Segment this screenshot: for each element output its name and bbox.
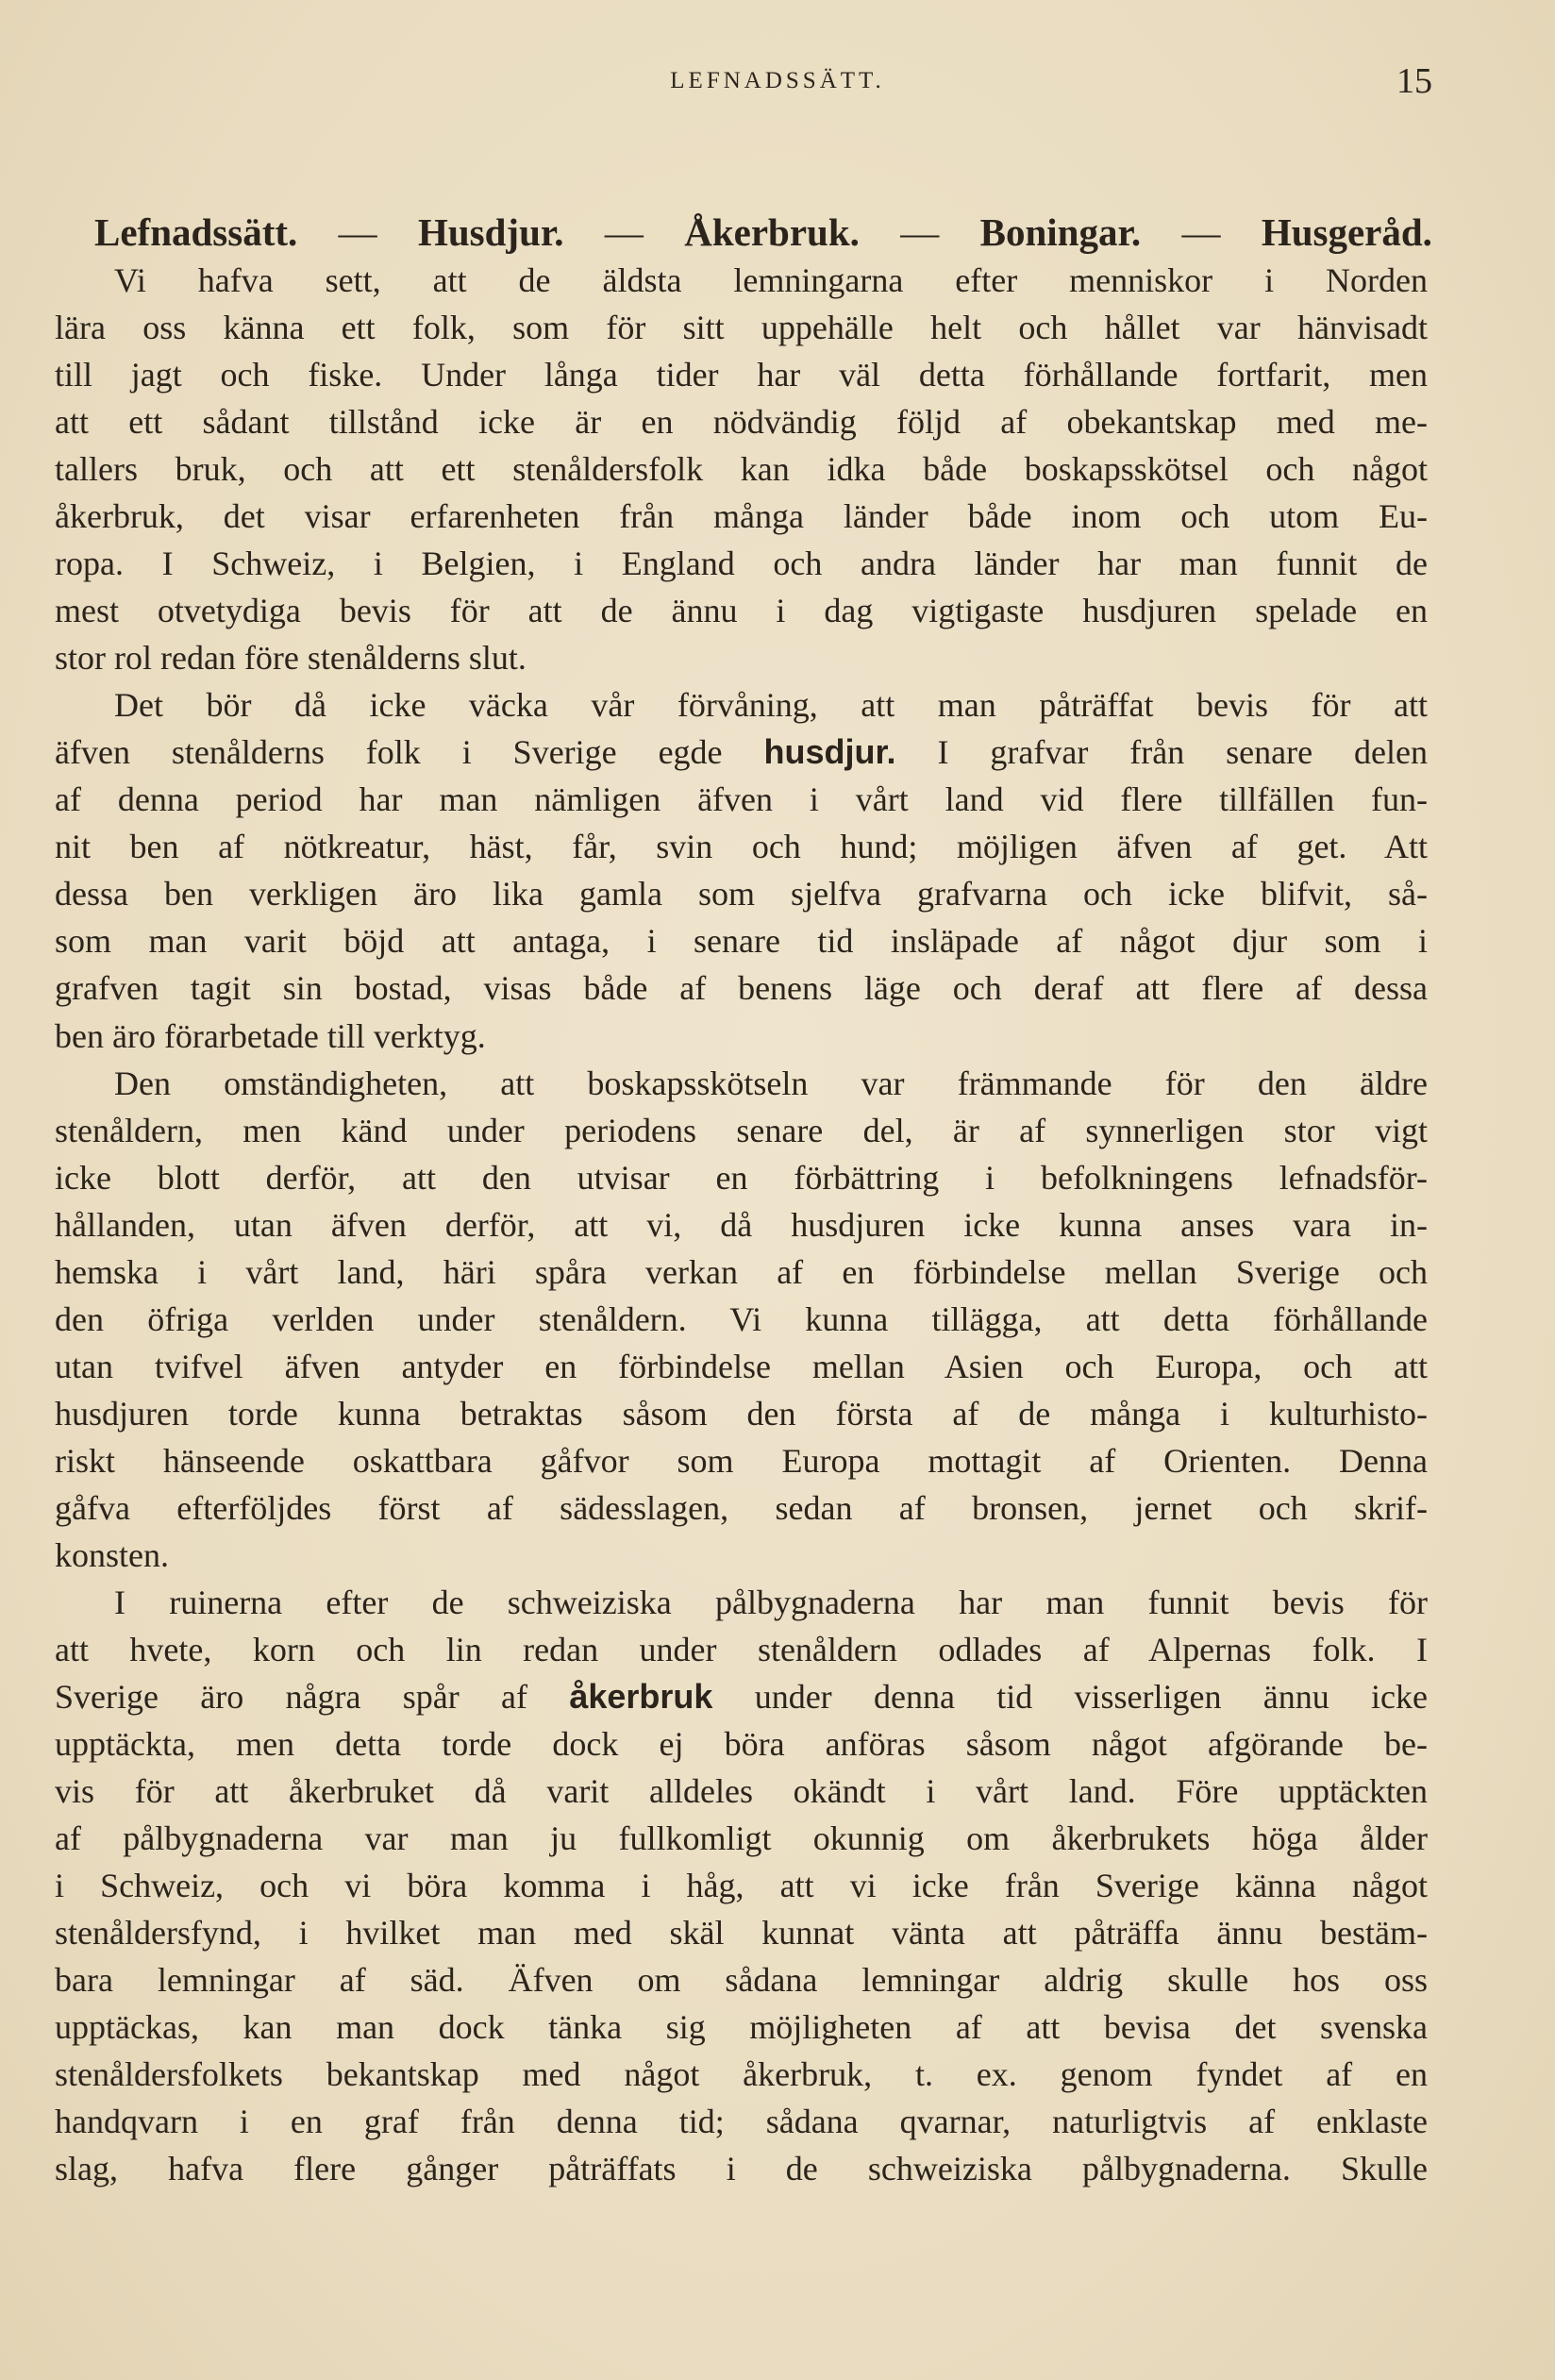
text-line: i Schweiz, och vi böra komma i håg, att vi icke från Sverige känna något xyxy=(55,1867,1428,1905)
headline-dash: — xyxy=(604,210,644,254)
text-line: till jagt och fiske. Under långa tider har väl detta förhållande fortfarit, men xyxy=(55,356,1428,394)
text-line: upptäckas, kan man dock tänka sig möjligheten af att bevisa det svenska xyxy=(55,2008,1428,2047)
text-line: gåfva efterföljdes först af sädesslagen, sedan af bronsen, jernet och skrif- xyxy=(55,1488,1428,1527)
headline-boningar: Boningar. xyxy=(979,210,1142,254)
page-number: 15 xyxy=(1396,61,1432,101)
text-line: husdjuren torde kunna betraktas såsom den första af de många i kulturhisto- xyxy=(55,1394,1428,1433)
text-line: Vi hafva sett, att de äldsta lemningarna efter menniskor i Norden xyxy=(114,261,1428,299)
text-line: dessa ben verkligen äro lika gamla som sjelfva grafvarna och icke blifvit, så- xyxy=(55,875,1428,913)
text-line: konsten. xyxy=(55,1535,169,1574)
text-line: stenåldersfolkets bekantskap med något åkerbruk, t. ex. genom fyndet af en xyxy=(55,2055,1428,2094)
text-line: mest otvetydiga bevis för att de ännu i dag vigtigaste husdjuren spelade en xyxy=(55,592,1428,630)
headline-lefnadssatt: Lefnadssätt. xyxy=(94,210,298,254)
headline-dash: — xyxy=(1181,210,1221,254)
text-line: stenåldern, men känd under periodens senare del, är af synnerligen stor vigt xyxy=(55,1111,1428,1149)
text-line: hemska i vårt land, häri spåra verkan af en förbindelse mellan Sverige och xyxy=(55,1252,1428,1291)
text-line: af pålbygnaderna var man ju fullkomligt okunnig om åkerbrukets höga ålder xyxy=(55,1819,1428,1858)
text-line-with-keyword xyxy=(55,1673,1428,1720)
text-line: Det bör då icke väcka vår förvåning, att man påträffat bevis för att xyxy=(114,686,1428,725)
keyword-husdjur: husdjur. xyxy=(763,732,896,772)
text-line: ben äro förarbetade till verktyg. xyxy=(55,1016,486,1055)
text-line: den öfriga verlden under stenåldern. Vi kunna tillägga, att detta förhållande xyxy=(55,1299,1428,1338)
text-segment: I grafvar från senare delen xyxy=(937,733,1429,772)
text-line: bara lemningar af säd. Äfven om sådana lemningar aldrig skulle hos oss xyxy=(55,1961,1428,2000)
text-line: riskt hänseende oskattbara gåfvor som Europa mottagit af Orienten. Denna xyxy=(55,1441,1428,1480)
text-line: vis för att åkerbruket då varit alldeles okändt i vårt land. Före upptäckten xyxy=(55,1772,1428,1810)
text-line: tallers bruk, och att ett stenåldersfolk kan idka både boskapsskötsel och något xyxy=(55,450,1428,489)
text-segment: Sverige äro några spår af xyxy=(55,1677,528,1716)
text-line: grafven tagit sin bostad, visas både af benens läge och deraf att flere af dessa xyxy=(55,969,1428,1008)
running-head: LEFNADSSÄTT. xyxy=(670,68,885,93)
text-line: hållanden, utan äfven derför, att vi, då husdjuren icke kunna anses vara in- xyxy=(55,1205,1428,1244)
text-line: utan tvifvel äfven antyder en förbindelse mellan Asien och Europa, och att xyxy=(55,1347,1428,1385)
text-line: att ett sådant tillstånd icke är en nödvändig följd af obekantskap med me- xyxy=(55,403,1428,442)
headline-husgerad: Husgeråd. xyxy=(1261,210,1432,254)
text-line: lära oss känna ett folk, som för sitt uppehälle helt och hållet var hänvisadt xyxy=(55,309,1428,347)
text-line: Den omständigheten, att boskapsskötseln var främmande för den äldre xyxy=(114,1064,1428,1102)
text-line: upptäckta, men detta torde dock ej böra anföras såsom något afgörande be- xyxy=(55,1724,1428,1763)
text-line: slag, hafva flere gånger påträffats i de schweiziska pålbygnaderna. Skulle xyxy=(55,2150,1428,2188)
section-headline xyxy=(94,210,1432,255)
text-segment: äfven stenålderns folk i Sverige egde xyxy=(55,733,723,772)
text-line: handqvarn i en graf från denna tid; sådana qvarnar, naturligtvis af enklaste xyxy=(55,2103,1428,2141)
keyword-akerbruk: åkerbruk xyxy=(569,1676,713,1716)
text-line: stor rol redan före stenålderns slut. xyxy=(55,639,527,678)
headline-dash: — xyxy=(338,210,377,254)
text-line: af denna period har man nämligen äfven i vårt land vid flere tillfällen fun- xyxy=(55,780,1428,819)
text-line: att hvete, korn och lin redan under stenåldern odlades af Alpernas folk. I xyxy=(55,1630,1428,1668)
text-segment: under denna tid visserligen ännu icke xyxy=(754,1677,1429,1716)
text-line: stenåldersfynd, i hvilket man med skäl kunnat vänta att påträffa ännu bestäm- xyxy=(55,1914,1428,1953)
headline-akerbruk: Åkerbruk. xyxy=(684,210,860,254)
text-line-with-keyword xyxy=(55,729,1428,776)
text-line: icke blott derför, att den utvisar en förbättring i befolkningens lefnadsför- xyxy=(55,1158,1428,1197)
headline-dash: — xyxy=(900,210,940,254)
text-line: ropa. I Schweiz, i Belgien, i England och andra länder har man funnit de xyxy=(55,545,1428,583)
body-text xyxy=(55,257,1428,2192)
text-line: nit ben af nötkreatur, häst, får, svin och hund; möjligen äfven af get. Att xyxy=(55,828,1428,866)
headline-husdjur: Husdjur. xyxy=(417,210,564,254)
text-line: I ruinerna efter de schweiziska pålbygnaderna har man funnit bevis för xyxy=(114,1583,1428,1621)
text-line: som man varit böjd att antaga, i senare tid insläpade af något djur som i xyxy=(55,922,1428,961)
text-line: åkerbruk, det visar erfarenheten från många länder både inom och utom Eu- xyxy=(55,497,1428,536)
